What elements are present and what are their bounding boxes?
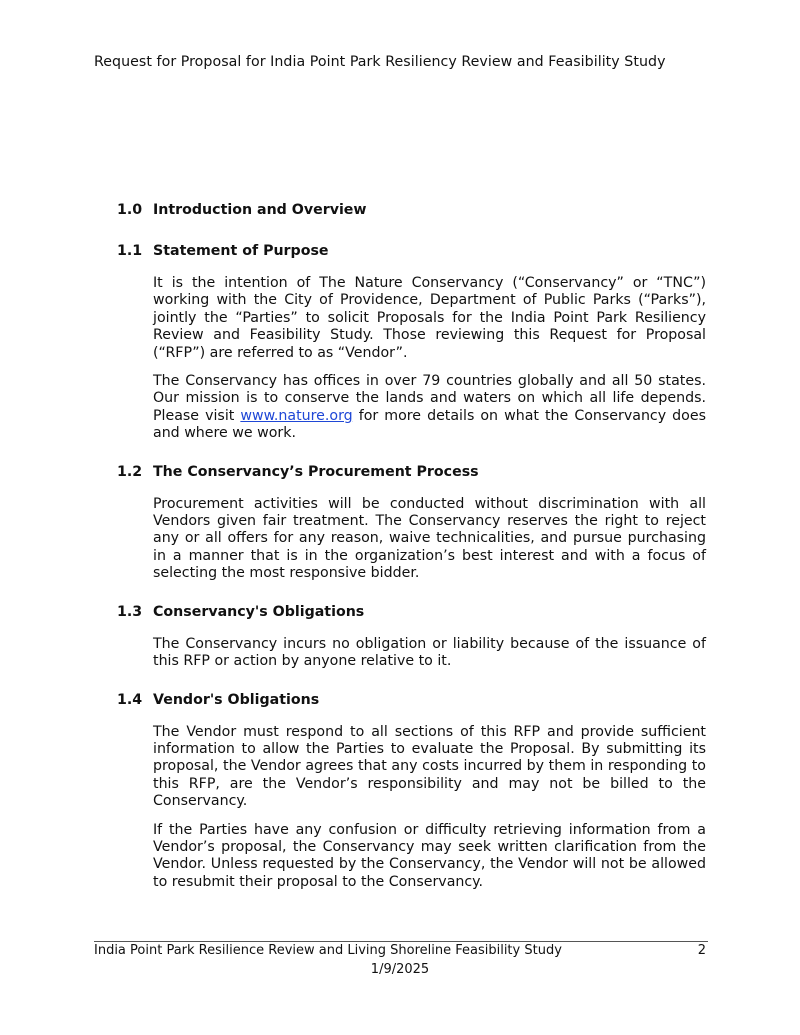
section-number: 1.4: [117, 691, 143, 708]
section-title: The Conservancy’s Procurement Process: [153, 463, 479, 480]
section-1-2: [117, 463, 706, 583]
section-heading: [117, 463, 706, 481]
section-title: Statement of Purpose: [153, 243, 329, 259]
paragraph-text: The Conservancy has offices in over 79 countries globally and all 50 states. Our mission is to conserve the lands and waters on which all life depends. Please visit: [153, 373, 706, 424]
paragraph: The Vendor must respond to all sections of this RFP and provide sufficient information to allow the Parties to evaluate the Proposal. By submitting its proposal, the Vendor agrees that any costs incurred by them in responding to this RFP, are the Vendor’s responsibility and may not be billed to the Conservancy.: [153, 723, 706, 810]
section-1-4: [117, 691, 706, 892]
section-heading: [117, 242, 706, 260]
footer-title: India Point Park Resilience Review and Living Shoreline Feasibility Study: [94, 943, 562, 958]
footer-date: 1/9/2025: [370, 962, 430, 977]
section-1-0: [117, 201, 706, 219]
section-title: Conservancy's Obligations: [153, 603, 365, 620]
section-number: 1.2: [117, 463, 143, 480]
section-title: Introduction and Overview: [153, 202, 367, 218]
paragraph-text: for more details on what the Conservancy does and where we work.: [153, 407, 706, 442]
footer-divider: [94, 941, 708, 942]
page-number: 2: [697, 943, 706, 958]
running-header: Request for Proposal for India Point Park Resiliency Review and Feasibility Study: [94, 54, 666, 70]
section-title: Vendor's Obligations: [153, 691, 320, 708]
section-1-1: [117, 242, 706, 443]
section-heading: [117, 691, 706, 709]
paragraph: It is the intention of The Nature Conservancy (“Conservancy” or “TNC”) working with the City of Providence, Department of Public Parks (“Parks”), jointly the “Parties” to solicit Proposals for the India Point Park Resiliency Review and Feasibility Study. Those reviewing this Request for Proposal (“RFP”) are referred to as “Vendor”.: [153, 275, 706, 361]
section-number: 1.1: [117, 243, 143, 259]
section-number: 1.0: [117, 202, 143, 218]
paragraph: If the Parties have any confusion or difficulty retrieving information from a Vendor’s proposal, the Conservancy may seek written clarification from the Vendor. Unless requested by the Conservancy, the Vendor will not be allowed to resubmit their proposal to the Conservancy.: [153, 821, 706, 890]
section-1-3: [117, 603, 706, 671]
paragraph: The Conservancy incurs no obligation or liability because of the issuance of this RFP or action by anyone relative to it.: [153, 635, 706, 670]
section-number: 1.3: [117, 603, 143, 620]
paragraph: [153, 373, 706, 443]
section-heading: [117, 603, 706, 621]
paragraph: Procurement activities will be conducted without discrimination with all Vendors given fair treatment. The Conservancy reserves the right to reject any or all offers for any reason, waive technicalities, and pursue purchasing in a manner that is in the organization’s best interest and with a focus of selecting the most responsive bidder.: [153, 495, 706, 582]
document-body: [117, 201, 706, 911]
section-heading: [117, 201, 706, 219]
nature-org-link[interactable]: www.nature.org: [240, 407, 353, 424]
